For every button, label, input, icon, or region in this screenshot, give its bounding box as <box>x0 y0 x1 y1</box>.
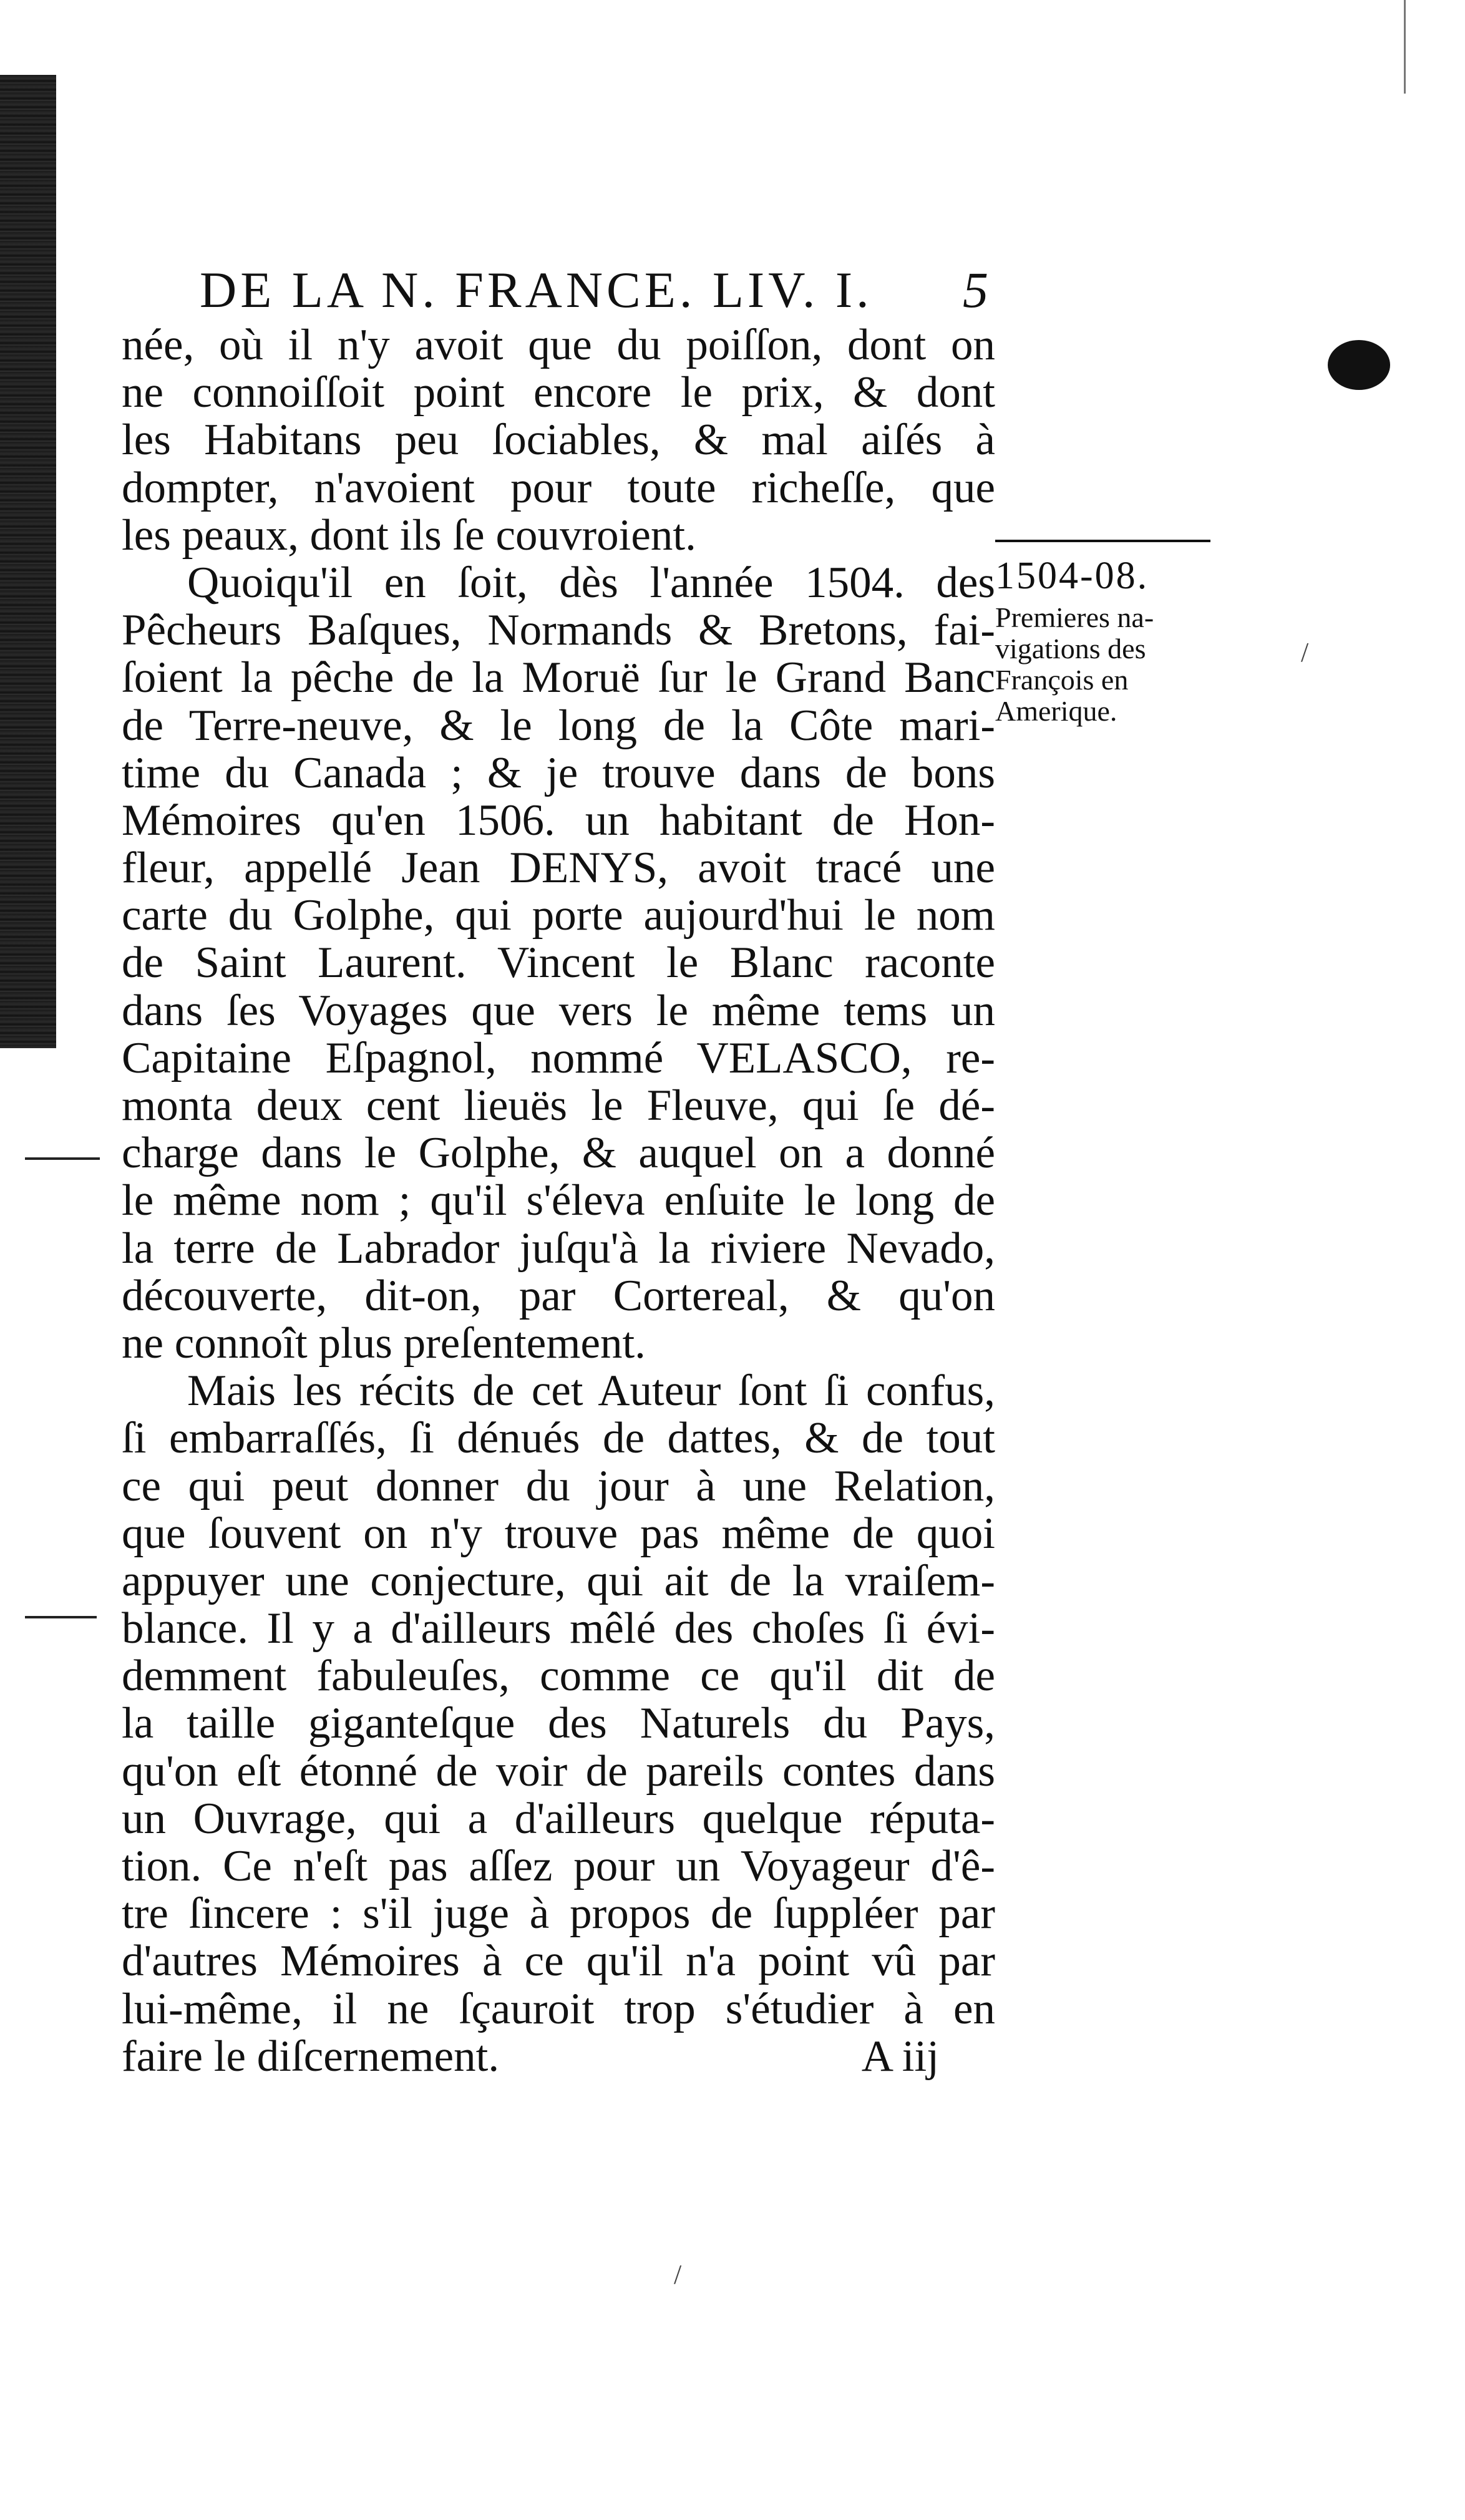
text-line: le même nom ; qu'il s'éleva enſuite le long de <box>122 1176 995 1225</box>
text-line: ſoient la pêche de la Moruë ſur le Grand Banc <box>122 653 995 703</box>
text-line: tre ſincere : s'il juge à propos de ſuppléer par <box>122 1889 995 1939</box>
text-line: que ſouvent on n'y trouve pas même de quoi <box>122 1509 995 1558</box>
text-line: carte du Golphe, qui porte aujourd'hui le nom <box>122 891 995 940</box>
text-line: qu'on eſt étonné de voir de pareils contes dans <box>122 1746 995 1796</box>
text-line: faire le diſcernement. <box>122 2031 500 2081</box>
text-line: Quoiqu'il en ſoit, dès l'année 1504. des <box>187 558 995 607</box>
page-header <box>200 261 992 329</box>
scan-binding-shadow <box>0 75 56 1048</box>
text-line: time du Canada ; & je trouve dans de bons <box>122 748 995 797</box>
signature-mark: A iij <box>861 2031 939 2081</box>
text-line: appuyer une conjecture, qui ait de la vraiſem- <box>122 1556 995 1605</box>
text-line: blance. Il y a d'ailleurs mêlé des choſes ſi évi- <box>122 1604 995 1653</box>
text-line: un Ouvrage, qui a d'ailleurs quelque réputa- <box>122 1794 995 1843</box>
text-line: Mémoires qu'en 1506. un habitant de Hon- <box>122 795 995 845</box>
text-line: d'autres Mémoires à ce qu'il n'a point vû par <box>122 1937 995 1986</box>
text-line: dompter, n'avoient pour toute richeſſe, que <box>122 463 995 512</box>
text-line: Capitaine Eſpagnol, nommé VELASCO, re- <box>122 1033 995 1082</box>
margin-rule <box>995 540 1210 542</box>
text-line: ne connoiſſoit point encore le prix, & dont <box>122 368 995 417</box>
text-line: la taille giganteſque des Naturels du Pays, <box>122 1699 995 1748</box>
text-line: demment fabuleuſes, comme ce qu'il dit de <box>122 1652 995 1701</box>
text-line-last <box>122 2033 995 2080</box>
text-line: Pêcheurs Baſques, Normands & Bretons, fai- <box>122 606 995 655</box>
text-line: fleur, appellé Jean DENYS, avoit tracé une <box>122 844 995 893</box>
margin-tick <box>25 1616 97 1618</box>
text-line: les Habitans peu ſociables, & mal aiſés à <box>122 416 995 465</box>
stray-mark: / <box>1301 637 1309 668</box>
margin-date: 1504-08. <box>995 555 1149 597</box>
text-line: les peaux, dont ils ſe couvroient. <box>122 510 696 560</box>
text-line: tion. Ce n'eſt pas aſſez pour un Voyageur d'ê- <box>122 1842 995 1890</box>
text-line: ſi embarraſſés, ſi dénués de dattes, & de tout <box>122 1414 995 1463</box>
text-line: monta deux cent lieuës le Fleuve, qui ſe dé- <box>122 1081 995 1130</box>
running-title: DE LA N. FRANCE. LIV. I. <box>200 261 873 318</box>
text-line: de Terre-neuve, & le long de la Côte mari- <box>122 701 995 750</box>
text-line: charge dans le Golphe, & auquel on a donné <box>122 1129 995 1178</box>
text-line: découverte, dit-on, par Cortereal, & qu'on <box>122 1271 995 1320</box>
margin-tick <box>25 1157 100 1160</box>
margin-note-text: Premieres na- vigations des François en Amerique. <box>995 601 1154 727</box>
ink-blot <box>1328 340 1390 390</box>
stray-mark: / <box>674 2259 682 2290</box>
text-line: lui-même, il ne ſçauroit trop s'étudier à en <box>122 1984 995 2033</box>
text-line: dans ſes Voyages que vers le même tems un <box>122 986 995 1035</box>
margin-note <box>995 540 1220 727</box>
body-text <box>122 321 995 2080</box>
text-line: de Saint Laurent. Vincent le Blanc raconte <box>122 938 995 988</box>
text-line: la terre de Labrador juſqu'à la riviere Nevado, <box>122 1224 995 1273</box>
text-line: Mais les récits de cet Auteur ſont ſi confus, <box>187 1366 995 1416</box>
page-number: 5 <box>963 261 992 318</box>
page-edge-line <box>1404 0 1406 94</box>
text-line: née, où il n'y avoit que du poiſſon, dont on <box>122 321 995 369</box>
text-line: ce qui peut donner du jour à une Relation, <box>122 1461 995 1511</box>
text-line: ne connoît plus preſentement. <box>122 1318 646 1368</box>
